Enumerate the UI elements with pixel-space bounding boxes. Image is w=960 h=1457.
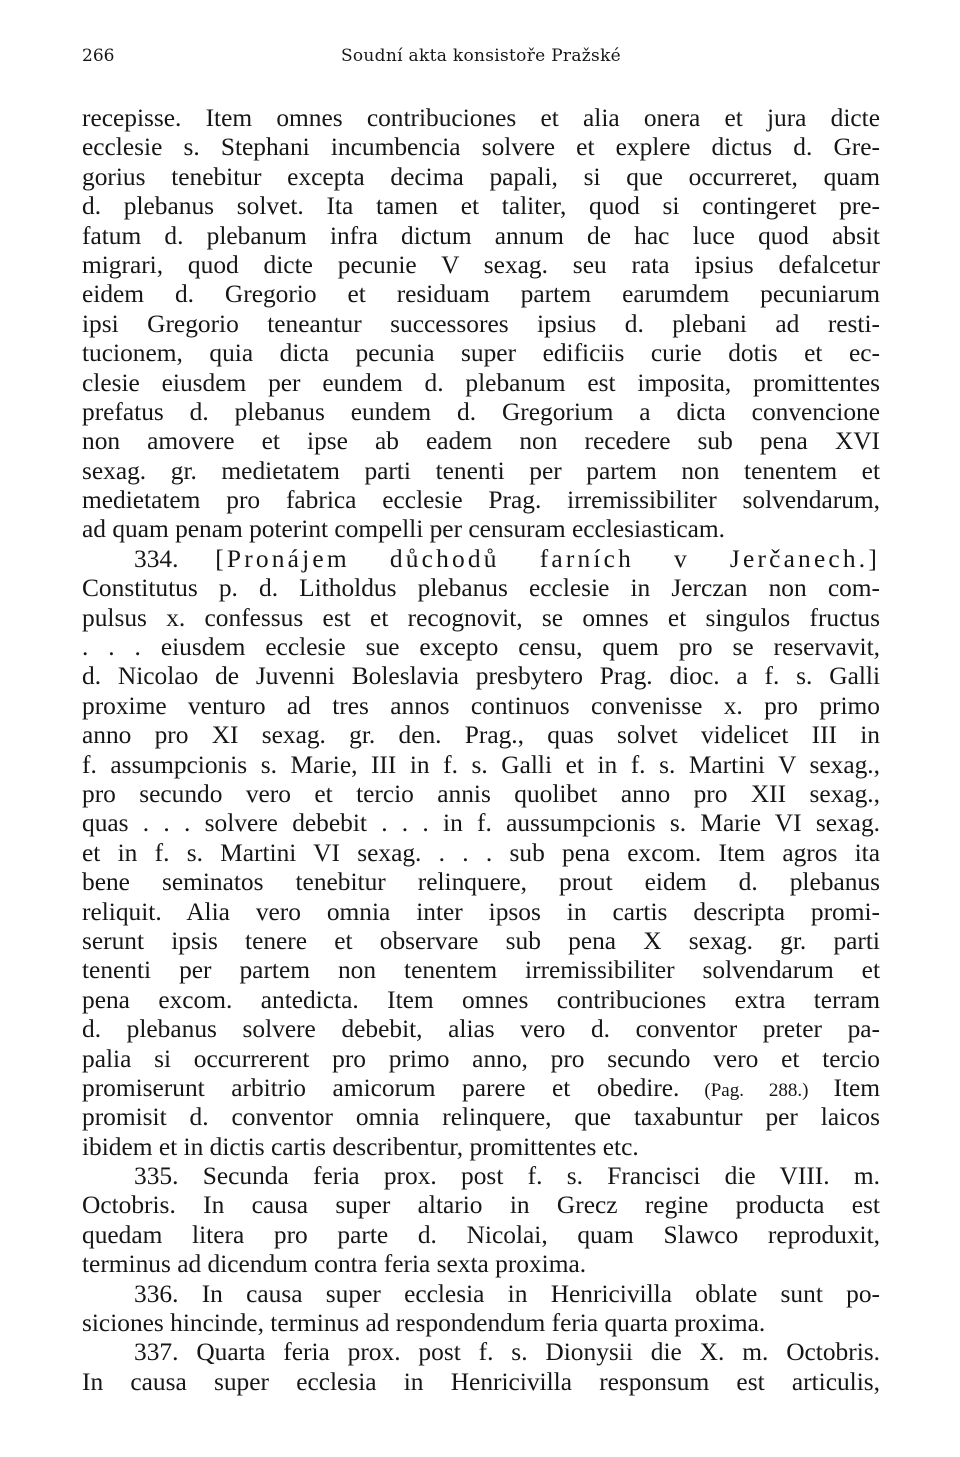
text-line: clesie eiusdem per eundem d. plebanum est imposita, promittentes [82, 368, 880, 397]
text-line: pulsus x. confessus est et recognovit, se omnes et singulos fructus [82, 603, 880, 632]
text-line: non amovere et ipse ab eadem non recedere sub pena XVI [82, 427, 880, 456]
text-line: recepisse. Item omnes contribuciones et alia onera et jura dicte [82, 104, 880, 132]
text-line: prefatus d. plebanus eundem d. Gregorium a dicta convencione [82, 397, 880, 426]
text-line: eidem d. Gregorio et residuam partem earumdem pecuniarum [82, 280, 880, 309]
text-line: terminus ad dicendum contra feria sexta proxima. [82, 1250, 587, 1279]
text-line [82, 545, 880, 574]
text-line: promisit d. conventor omnia relinquere, que taxabuntur per laicos [82, 1103, 880, 1132]
text-line: d. plebanus solvere debebit, alias vero d. conventor preter pa- [82, 1015, 880, 1044]
text-line: ecclesie s. Stephani incumbencia solvere et explere dictus d. Gre- [82, 133, 880, 162]
text-line: In causa super ecclesia in Henricivilla responsum est articulis, [82, 1367, 880, 1396]
text-line: d. Nicolao de Juvenni Boleslavia presbytero Prag. dioc. a f. s. Galli [82, 662, 880, 691]
text-line: gorius tenebitur excepta decima papali, si que occurreret, quam [82, 162, 880, 191]
entry-number: 334. [134, 544, 216, 573]
line-text-continued: Item [833, 1073, 881, 1102]
line-text: promiserunt arbitrio amicorum parere et obedire. [82, 1073, 680, 1102]
text-line: siciones hincinde, terminus ad respondendum feria quarta proxima. [82, 1309, 766, 1338]
text-line: migrari, quod dicte pecunie V sexag. seu rata ipsius defalcetur [82, 250, 880, 279]
text-line: medietatem pro fabrica ecclesie Prag. irremissibiliter solvendarum, [82, 486, 880, 515]
text-line: Constitutus p. d. Litholdus plebanus ecclesie in Jerczan non com- [82, 574, 880, 603]
text-line: ad quam penam poterint compelli per censuram ecclesiasticam. [82, 515, 725, 544]
page-number: 266 [82, 46, 115, 66]
text-line: anno pro XI sexag. gr. den. Prag., quas solvet videlicet III in [82, 721, 880, 750]
text-line: ipsi Gregorio teneantur successores ipsius d. plebani ad resti- [82, 309, 880, 338]
text-line: Octobris. In causa super altario in Grecz regine producta est [82, 1191, 880, 1220]
body-text [82, 104, 880, 1397]
entry-heading: [Pronájem důchodů farních v Jerčanech.] [215, 544, 880, 573]
text-line: pena excom. antedicta. Item omnes contribuciones extra terram [82, 985, 880, 1014]
text-line: palia si occurrerent pro primo anno, pro secundo vero et tercio [82, 1044, 880, 1073]
document-page [82, 0, 880, 1457]
page-header [82, 46, 880, 72]
text-line: 336. In causa super ecclesia in Henricivilla oblate sunt po- [134, 1279, 880, 1308]
text-line: quedam litera pro parte d. Nicolai, quam Slawco reproduxit, [82, 1220, 880, 1249]
text-line: bene seminatos tenebitur relinquere, prout eidem d. plebanus [82, 868, 880, 897]
text-line: 337. Quarta feria prox. post f. s. Dionysii die X. m. Octobris. [134, 1338, 880, 1367]
text-line: tucionem, quia dicta pecunia super edificiis curie dotis et ec- [82, 339, 880, 368]
text-line: tenenti per partem non tenentem irremissibiliter solvendarum et [82, 956, 880, 985]
page-reference: (Pag. 288.) [679, 1079, 834, 1101]
text-line: et in f. s. Martini VI sexag. . . . sub pena excom. Item agros ita [82, 838, 880, 867]
text-line: proxime venturo ad tres annos continuos convenisse x. pro primo [82, 691, 880, 720]
text-line: d. plebanus solvet. Ita tamen et taliter, quod si contingeret pre- [82, 192, 880, 221]
text-line: pro secundo vero et tercio annis quolibet anno pro XII sexag., [82, 779, 880, 808]
text-line [82, 1074, 880, 1103]
text-line: sexag. gr. medietatem parti tenenti per partem non tenentem et [82, 456, 880, 485]
text-line: 335. Secunda feria prox. post f. s. Francisci die VIII. m. [134, 1162, 880, 1191]
text-line: serunt ipsis tenere et observare sub pena X sexag. gr. parti [82, 926, 880, 955]
text-line: f. assumpcionis s. Marie, III in f. s. Galli et in f. s. Martini V sexag., [82, 750, 880, 779]
text-line: fatum d. plebanum infra dictum annum de hac luce quod absit [82, 221, 880, 250]
text-line: . . . eiusdem ecclesie sue excepto censu, quem pro se reservavit, [82, 633, 880, 662]
text-line: ibidem et in dictis cartis describentur, promittentes etc. [82, 1132, 639, 1161]
text-line: reliquit. Alia vero omnia inter ipsos in cartis descripta promi- [82, 897, 880, 926]
text-line: quas . . . solvere debebit . . . in f. aussumpcionis s. Marie VI sexag. [82, 809, 880, 838]
running-title: Soudní akta konsistoře Pražské [340, 46, 622, 66]
